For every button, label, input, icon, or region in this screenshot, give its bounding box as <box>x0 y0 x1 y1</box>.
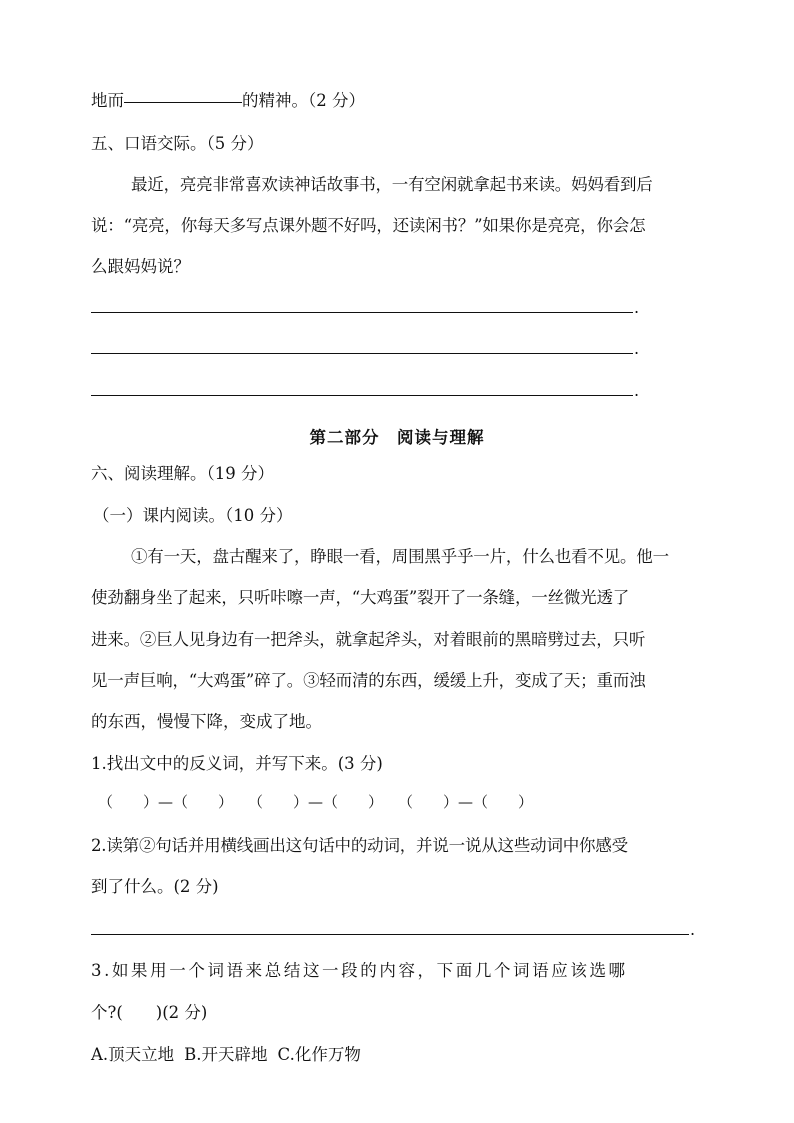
choice-b[interactable]: B.开天辟地 <box>184 1045 268 1064</box>
choice-a[interactable]: A.顶天立地 <box>91 1045 175 1064</box>
answer-line-top <box>91 87 365 111</box>
fill-blank[interactable] <box>124 101 242 103</box>
rule-period-q2: . <box>690 920 696 939</box>
answer-rule-3[interactable] <box>91 395 633 396</box>
section6-heading: 六、阅读理解。（19 分） <box>91 464 274 483</box>
answer-rule-1[interactable] <box>91 312 633 313</box>
answer-rule-q2[interactable] <box>91 934 689 935</box>
passage-line-3: 进来。②巨人见身边有一把斧头，就拿起斧头，对着眼前的黑暗劈过去，只听 <box>91 630 646 649</box>
section5-paragraph-line3: 么跟妈妈说？ <box>91 257 190 276</box>
question-3-choices <box>91 1041 371 1065</box>
passage-line-2: 使劲翻身坐了起来，只听咔嚓一声，“大鸡蛋”裂开了一条缝，一丝微光透了 <box>91 588 630 607</box>
rule-period-3: . <box>634 381 640 400</box>
question-3-line1: 3.如果用一个词语来总结这一段的内容，下面几个词语应该选哪 <box>91 961 628 980</box>
rule-period-2: . <box>634 339 640 358</box>
line-suffix: 的精神。（2 分） <box>242 91 365 110</box>
question-1: 1.找出文中的反义词，并写下来。(3 分) <box>91 754 383 773</box>
question-2-line2: 到了什么。(2 分) <box>91 877 219 896</box>
passage-line-5: 的东西，慢慢下降，变成了地。 <box>91 712 322 731</box>
passage-line-1: ①有一天，盘古醒来了，睁眼一看，周围黑乎乎一片，什么也看不见。他一 <box>131 547 669 566</box>
rule-period-1: . <box>634 298 640 317</box>
line-prefix: 地而 <box>91 91 124 110</box>
part2-title: 第二部分 阅读与理解 <box>309 428 485 447</box>
question-3-line2: 个?( )(2 分) <box>91 1003 208 1022</box>
choice-c[interactable]: C.化作万物 <box>277 1045 361 1064</box>
section5-heading: 五、口语交际。（5 分） <box>91 134 264 153</box>
question-1-blanks[interactable]: （ ）—（ ） （ ）—（ ） （ ）—（ ） <box>98 793 534 811</box>
section5-paragraph-line2: 说：“亮亮，你每天多写点课外题不好吗，还读闲书？”如果你是亮亮，你会怎 <box>91 216 646 235</box>
section5-paragraph-line1: 最近，亮亮非常喜欢读神话故事书，一有空闲就拿起书来读。妈妈看到后 <box>131 175 653 194</box>
question-2-line1: 2.读第②句话并用横线画出这句话中的动词，并说一说从这些动词中你感受 <box>91 836 628 855</box>
section6-subheading: （一）课内阅读。（10 分） <box>93 506 293 525</box>
passage-line-4: 见一声巨响，“大鸡蛋”碎了。③轻而清的东西，缓缓上升，变成了天；重而浊 <box>91 671 646 690</box>
answer-rule-2[interactable] <box>91 353 633 354</box>
